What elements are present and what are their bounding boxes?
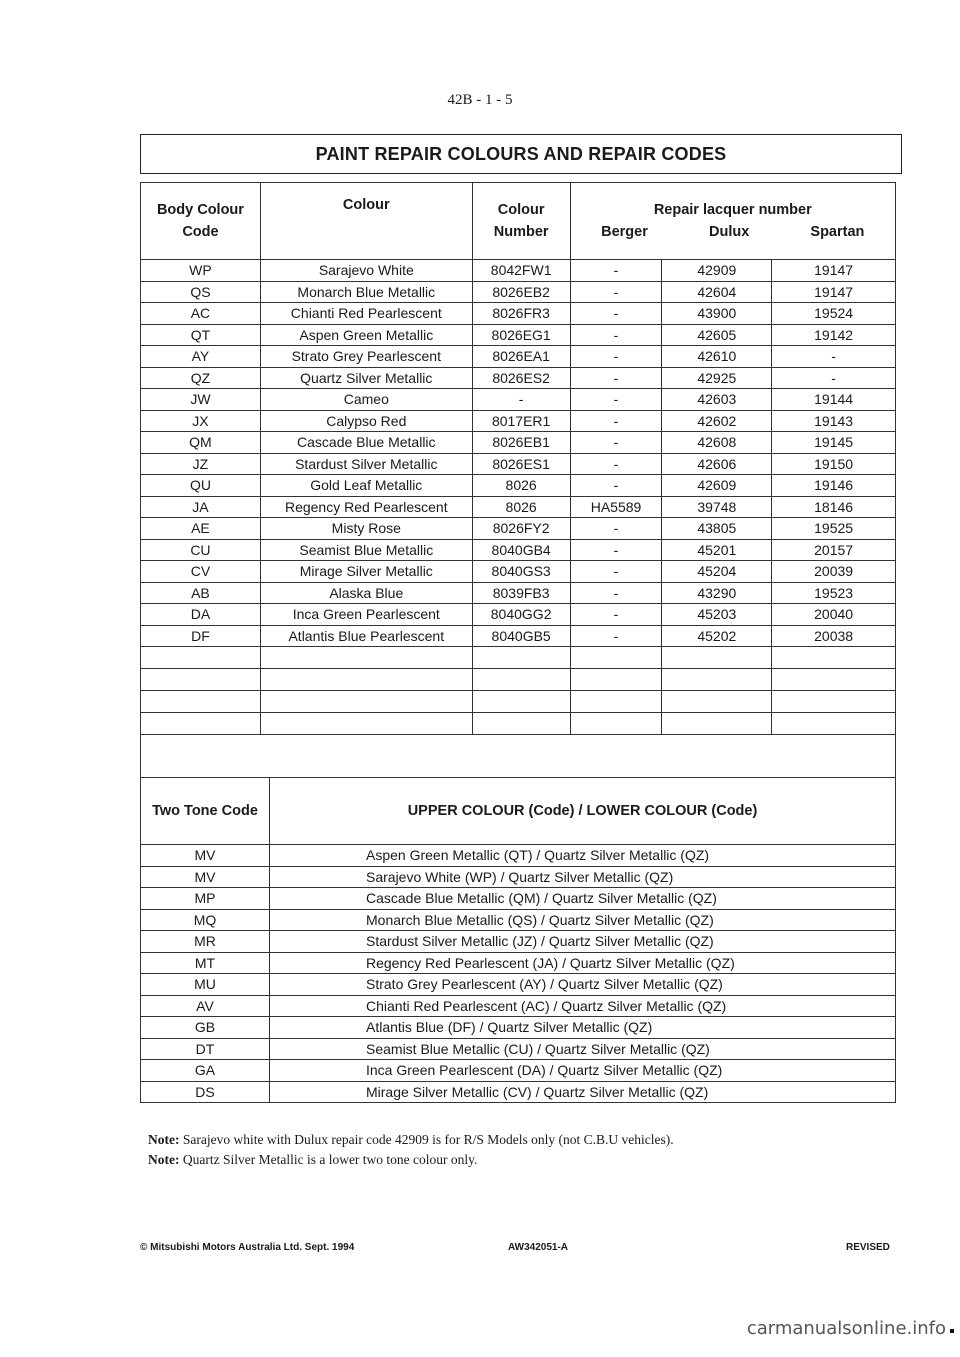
two-tone-row — [141, 995, 896, 1017]
two-tone-code: MR — [141, 931, 270, 953]
two-tone-description: Chianti Red Pearlescent (AC) / Quartz Silver Metallic (QZ) — [270, 995, 896, 1017]
body-colour-code: AC — [141, 303, 261, 325]
two-tone-description: Mirage Silver Metallic (CV) / Quartz Silver Metallic (QZ) — [270, 1081, 896, 1103]
blank-row — [141, 647, 896, 669]
body-colour-code: JZ — [141, 453, 261, 475]
two-tone-row — [141, 888, 896, 910]
two-tone-description: Strato Grey Pearlescent (AY) / Quartz Silver Metallic (QZ) — [270, 974, 896, 996]
berger-number: - — [570, 561, 662, 583]
colour-row — [141, 539, 896, 561]
header-upper-lower-colour: UPPER COLOUR (Code) / LOWER COLOUR (Code) — [270, 778, 896, 845]
note-2-label: Note: — [148, 1152, 180, 1167]
body-colour-code: CV — [141, 561, 261, 583]
two-tone-row — [141, 1038, 896, 1060]
two-tone-description: Aspen Green Metallic (QT) / Quartz Silver Metallic (QZ) — [270, 845, 896, 867]
header-repair-lacquer — [570, 183, 895, 260]
colour-row — [141, 582, 896, 604]
colour-name: Calypso Red — [260, 410, 472, 432]
two-tone-table-body — [141, 845, 896, 1103]
colour-name: Strato Grey Pearlescent — [260, 346, 472, 368]
colour-row — [141, 496, 896, 518]
berger-number: - — [570, 367, 662, 389]
colour-row — [141, 260, 896, 282]
colour-name: Seamist Blue Metallic — [260, 539, 472, 561]
two-tone-code: MU — [141, 974, 270, 996]
dulux-number: 45201 — [662, 539, 772, 561]
dulux-number: 43290 — [662, 582, 772, 604]
colour-number: 8026EG1 — [472, 324, 570, 346]
colour-number: 8026ES1 — [472, 453, 570, 475]
two-tone-code: DS — [141, 1081, 270, 1103]
colour-number: 8040GS3 — [472, 561, 570, 583]
colour-name: Aspen Green Metallic — [260, 324, 472, 346]
dulux-number: 42605 — [662, 324, 772, 346]
berger-number: - — [570, 518, 662, 540]
berger-number: - — [570, 582, 662, 604]
note-1 — [148, 1130, 674, 1150]
body-colour-code: QS — [141, 281, 261, 303]
spartan-number: 19525 — [772, 518, 896, 540]
blank-row — [141, 713, 896, 735]
colour-table-body — [141, 260, 896, 647]
page-title: PAINT REPAIR COLOURS AND REPAIR CODES — [140, 134, 902, 174]
header-colour-number-line2: Number — [493, 224, 549, 240]
colour-name: Misty Rose — [260, 518, 472, 540]
spartan-number: 20038 — [772, 625, 896, 647]
page-number: 42B - 1 - 5 — [447, 92, 513, 108]
spartan-number: 20157 — [772, 539, 896, 561]
two-tone-description: Inca Green Pearlescent (DA) / Quartz Silver Metallic (QZ) — [270, 1060, 896, 1082]
two-tone-code: AV — [141, 995, 270, 1017]
colour-number: 8026FY2 — [472, 518, 570, 540]
spartan-number: 19143 — [772, 410, 896, 432]
spartan-number: 20039 — [772, 561, 896, 583]
colour-number: 8039FB3 — [472, 582, 570, 604]
dulux-number: 42610 — [662, 346, 772, 368]
two-tone-header-row — [141, 778, 896, 845]
colour-number: - — [472, 389, 570, 411]
body-colour-code: JX — [141, 410, 261, 432]
body-colour-code: JA — [141, 496, 261, 518]
spartan-number: 19150 — [772, 453, 896, 475]
two-tone-row — [141, 931, 896, 953]
colour-number: 8026 — [472, 475, 570, 497]
dulux-number: 45202 — [662, 625, 772, 647]
colour-row — [141, 561, 896, 583]
table-spacer — [140, 735, 896, 777]
colour-name: Atlantis Blue Pearlescent — [260, 625, 472, 647]
two-tone-code: DT — [141, 1038, 270, 1060]
dulux-number: 45204 — [662, 561, 772, 583]
two-tone-row — [141, 1017, 896, 1039]
spartan-number: 19144 — [772, 389, 896, 411]
footer-copyright: © Mitsubishi Motors Australia Ltd. Sept. 1994 — [140, 1242, 355, 1253]
colour-row — [141, 367, 896, 389]
footer-doc-code: AW342051-A — [508, 1242, 569, 1253]
colour-row — [141, 303, 896, 325]
header-body-colour-line1: Body Colour — [156, 202, 244, 218]
two-tone-description: Stardust Silver Metallic (JZ) / Quartz Silver Metallic (QZ) — [270, 931, 896, 953]
two-tone-description: Regency Red Pearlescent (JA) / Quartz Silver Metallic (QZ) — [270, 952, 896, 974]
colour-number: 8017ER1 — [472, 410, 570, 432]
header-repair-lacquer-title: Repair lacquer number — [653, 202, 812, 218]
spartan-number: 19524 — [772, 303, 896, 325]
page-corner-mark — [950, 1329, 954, 1333]
body-colour-code: QT — [141, 324, 261, 346]
berger-number: - — [570, 303, 662, 325]
header-spartan: Spartan — [810, 224, 865, 240]
body-colour-code: WP — [141, 260, 261, 282]
colour-name: Cascade Blue Metallic — [260, 432, 472, 454]
colour-name: Stardust Silver Metallic — [260, 453, 472, 475]
colour-number: 8026FR3 — [472, 303, 570, 325]
berger-number: - — [570, 324, 662, 346]
two-tone-description: Monarch Blue Metallic (QS) / Quartz Silver Metallic (QZ) — [270, 909, 896, 931]
footer-status: REVISED — [846, 1242, 890, 1253]
berger-number: - — [570, 453, 662, 475]
colour-table-header-row — [141, 183, 896, 260]
two-tone-row — [141, 974, 896, 996]
colour-row — [141, 432, 896, 454]
dulux-number: 42608 — [662, 432, 772, 454]
dulux-number: 42604 — [662, 281, 772, 303]
berger-number: - — [570, 432, 662, 454]
dulux-number: 42609 — [662, 475, 772, 497]
colour-name: Alaska Blue — [260, 582, 472, 604]
body-colour-code: QZ — [141, 367, 261, 389]
header-colour-number-line1: Colour — [497, 202, 545, 218]
spartan-number: 19146 — [772, 475, 896, 497]
colour-row — [141, 453, 896, 475]
body-colour-code: AE — [141, 518, 261, 540]
body-colour-code: AB — [141, 582, 261, 604]
body-colour-code: CU — [141, 539, 261, 561]
colour-name: Regency Red Pearlescent — [260, 496, 472, 518]
colour-number: 8040GB5 — [472, 625, 570, 647]
spartan-number: - — [772, 367, 896, 389]
spartan-number: 19523 — [772, 582, 896, 604]
dulux-number: 42603 — [662, 389, 772, 411]
two-tone-code: MV — [141, 866, 270, 888]
colour-name: Cameo — [260, 389, 472, 411]
colour-number: 8026EA1 — [472, 346, 570, 368]
two-tone-row — [141, 909, 896, 931]
dulux-number: 42925 — [662, 367, 772, 389]
header-berger: Berger — [601, 224, 648, 240]
berger-number: - — [570, 346, 662, 368]
spartan-number: - — [772, 346, 896, 368]
two-tone-row — [141, 1081, 896, 1103]
colour-number: 8042FW1 — [472, 260, 570, 282]
spartan-number: 19147 — [772, 260, 896, 282]
colour-name: Monarch Blue Metallic — [260, 281, 472, 303]
spartan-number: 19145 — [772, 432, 896, 454]
dulux-number: 42909 — [662, 260, 772, 282]
colour-row — [141, 475, 896, 497]
berger-number: - — [570, 539, 662, 561]
two-tone-row — [141, 952, 896, 974]
colour-name: Sarajevo White — [260, 260, 472, 282]
colour-name: Chianti Red Pearlescent — [260, 303, 472, 325]
berger-number: - — [570, 625, 662, 647]
colour-number: 8026EB1 — [472, 432, 570, 454]
dulux-number: 43900 — [662, 303, 772, 325]
two-tone-row — [141, 866, 896, 888]
note-1-label: Note: — [148, 1132, 180, 1147]
berger-number: - — [570, 260, 662, 282]
two-tone-code: MQ — [141, 909, 270, 931]
header-colour-number — [472, 183, 570, 260]
colour-name: Gold Leaf Metallic — [260, 475, 472, 497]
colour-row — [141, 389, 896, 411]
colour-number: 8040GG2 — [472, 604, 570, 626]
header-body-colour-code — [141, 183, 261, 260]
two-tone-code: GB — [141, 1017, 270, 1039]
spartan-number: 20040 — [772, 604, 896, 626]
two-tone-code: MV — [141, 845, 270, 867]
berger-number: - — [570, 475, 662, 497]
dulux-number: 42606 — [662, 453, 772, 475]
colour-name: Quartz Silver Metallic — [260, 367, 472, 389]
two-tone-description: Sarajevo White (WP) / Quartz Silver Metallic (QZ) — [270, 866, 896, 888]
spartan-number: 19142 — [772, 324, 896, 346]
blank-row — [141, 669, 896, 691]
dulux-number: 45203 — [662, 604, 772, 626]
colour-name: Mirage Silver Metallic — [260, 561, 472, 583]
two-tone-description: Cascade Blue Metallic (QM) / Quartz Silver Metallic (QZ) — [270, 888, 896, 910]
colour-name: Inca Green Pearlescent — [260, 604, 472, 626]
colour-row — [141, 625, 896, 647]
colour-number: 8026 — [472, 496, 570, 518]
colour-number: 8026EB2 — [472, 281, 570, 303]
berger-number: - — [570, 389, 662, 411]
body-colour-code: AY — [141, 346, 261, 368]
two-tone-code: GA — [141, 1060, 270, 1082]
header-colour: Colour — [260, 183, 472, 260]
header-body-colour-line2: Code — [182, 224, 219, 240]
paint-colour-table — [140, 182, 896, 735]
blank-row — [141, 691, 896, 713]
berger-number: - — [570, 410, 662, 432]
dulux-number: 43805 — [662, 518, 772, 540]
dulux-number: 42602 — [662, 410, 772, 432]
berger-number: - — [570, 604, 662, 626]
note-1-text: Sarajevo white with Dulux repair code 42909 is for R/S Models only (not C.B.U vehicles). — [182, 1132, 674, 1147]
body-colour-code: DF — [141, 625, 261, 647]
body-colour-code: DA — [141, 604, 261, 626]
colour-row — [141, 346, 896, 368]
spartan-number: 19147 — [772, 281, 896, 303]
dulux-number: 39748 — [662, 496, 772, 518]
notes — [148, 1130, 674, 1170]
colour-row — [141, 281, 896, 303]
header-dulux: Dulux — [709, 224, 750, 240]
note-2 — [148, 1150, 674, 1170]
header-two-tone-code: Two Tone Code — [141, 778, 270, 845]
two-tone-row — [141, 845, 896, 867]
body-colour-code: QU — [141, 475, 261, 497]
two-tone-description: Seamist Blue Metallic (CU) / Quartz Silver Metallic (QZ) — [270, 1038, 896, 1060]
two-tone-row — [141, 1060, 896, 1082]
colour-number: 8026ES2 — [472, 367, 570, 389]
body-colour-code: JW — [141, 389, 261, 411]
colour-row — [141, 324, 896, 346]
two-tone-code: MP — [141, 888, 270, 910]
two-tone-table — [140, 777, 896, 1103]
berger-number: HA5589 — [570, 496, 662, 518]
berger-number: - — [570, 281, 662, 303]
two-tone-description: Atlantis Blue (DF) / Quartz Silver Metallic (QZ) — [270, 1017, 896, 1039]
colour-number: 8040GB4 — [472, 539, 570, 561]
watermark: carmanualsonline.info — [746, 1318, 946, 1339]
colour-row — [141, 604, 896, 626]
two-tone-code: MT — [141, 952, 270, 974]
note-2-text: Quartz Silver Metallic is a lower two tone colour only. — [182, 1152, 478, 1167]
colour-row — [141, 410, 896, 432]
colour-row — [141, 518, 896, 540]
body-colour-code: QM — [141, 432, 261, 454]
spartan-number: 18146 — [772, 496, 896, 518]
